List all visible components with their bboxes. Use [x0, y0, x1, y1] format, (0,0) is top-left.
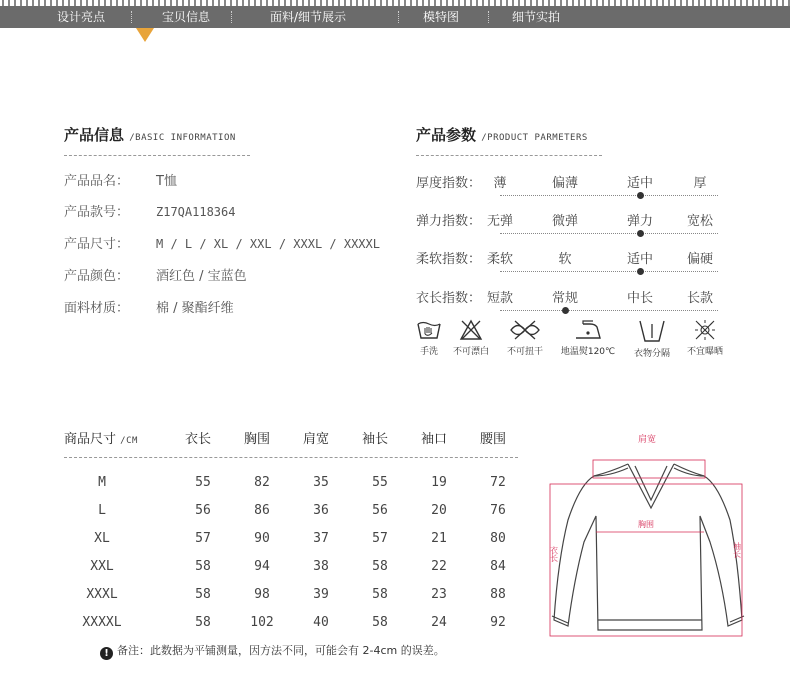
nav-tab-product-info[interactable]: 宝贝信息 — [162, 10, 211, 24]
param-option: 中长 — [626, 291, 653, 306]
hand-wash-icon — [416, 318, 442, 342]
size-cell: 40 — [313, 615, 329, 630]
care-label: 衣物分隔 — [633, 349, 670, 359]
param-label: 柔软指数： — [416, 252, 482, 267]
param-option: 适中 — [626, 176, 653, 191]
no-wring-icon — [508, 318, 542, 342]
divider — [64, 457, 518, 458]
size-cell: 58 — [372, 615, 388, 630]
info-value: 棉 / 聚酯纤维 — [156, 301, 234, 316]
chest-label: 胸围 — [638, 520, 654, 529]
product-info-title: 产品信息 — [64, 126, 125, 144]
product-params-title: 产品参数 — [416, 126, 477, 144]
shoulder-measure-box — [593, 460, 705, 478]
size-cell: 55 — [372, 475, 388, 490]
param-option: 短款 — [486, 291, 513, 306]
size-cell: 56 — [195, 503, 211, 518]
no-bleach-icon — [458, 318, 484, 342]
size-row-label: L — [98, 503, 106, 518]
size-cell: 98 — [254, 587, 270, 602]
info-value: Z17QA118364 — [156, 205, 236, 219]
info-label: 面料材质： — [64, 301, 130, 316]
param-option: 弹力 — [626, 214, 653, 229]
info-label: 产品尺寸： — [64, 237, 130, 252]
size-cell: 58 — [195, 559, 211, 574]
size-cell: 55 — [195, 475, 211, 490]
top-nav-bar — [0, 6, 790, 28]
size-cell: 24 — [431, 615, 447, 630]
size-cell: 92 — [490, 615, 506, 630]
info-row-name — [64, 170, 177, 189]
care-label: 不可扭干 — [506, 347, 543, 357]
size-cell: 20 — [431, 503, 447, 518]
param-option: 微弹 — [551, 214, 578, 229]
size-cell: 58 — [372, 587, 388, 602]
care-label: 地温熨120℃ — [560, 347, 616, 357]
product-info-subtitle: /BASIC INFORMATION — [129, 133, 236, 143]
care-item — [500, 318, 550, 357]
param-option: 厚 — [693, 176, 707, 191]
length-label: 衣长 — [549, 546, 559, 562]
nav-separator — [131, 11, 132, 23]
size-cell: 84 — [490, 559, 506, 574]
size-table-unit: /CM — [120, 436, 138, 446]
param-level-dot — [637, 268, 644, 275]
param-option: 软 — [558, 252, 572, 267]
size-column-header: 腰围 — [480, 432, 507, 447]
nav-tab-model-photos[interactable]: 模特图 — [423, 10, 460, 24]
size-column-header: 袖长 — [362, 432, 389, 447]
info-row-colors — [64, 265, 247, 284]
care-icons-row — [412, 318, 732, 362]
product-info-heading — [64, 124, 236, 145]
size-cell: 57 — [372, 531, 388, 546]
param-option: 偏硬 — [686, 252, 713, 267]
care-item — [446, 318, 496, 357]
tshirt-measurement-diagram — [540, 420, 760, 650]
divider — [64, 155, 250, 156]
info-row-material — [64, 297, 234, 316]
size-cell: 72 — [490, 475, 506, 490]
size-column-header: 衣长 — [185, 432, 212, 447]
param-option: 宽松 — [686, 214, 713, 229]
info-row-sizes — [64, 233, 380, 252]
size-cell: 39 — [313, 587, 329, 602]
care-item — [412, 318, 446, 357]
size-cell: 38 — [313, 559, 329, 574]
param-option: 长款 — [686, 291, 713, 306]
size-cell: 88 — [490, 587, 506, 602]
body-measure-box — [550, 484, 742, 636]
param-option: 偏薄 — [551, 176, 578, 191]
info-row-style-number — [64, 201, 235, 220]
param-label: 衣长指数： — [416, 291, 482, 306]
care-label: 手洗 — [419, 347, 438, 357]
size-cell: 86 — [254, 503, 270, 518]
product-params-heading — [416, 124, 588, 145]
active-tab-marker-icon — [136, 28, 154, 42]
size-cell: 82 — [254, 475, 270, 490]
param-option: 无弹 — [486, 214, 513, 229]
size-cell: 57 — [195, 531, 211, 546]
size-cell: 35 — [313, 475, 329, 490]
size-cell: 56 — [372, 503, 388, 518]
no-sun-icon — [692, 318, 718, 342]
info-value: T恤 — [156, 174, 177, 189]
size-cell: 19 — [431, 475, 447, 490]
param-label: 弹力指数： — [416, 214, 482, 229]
size-cell: 58 — [372, 559, 388, 574]
size-column-header: 胸围 — [244, 432, 271, 447]
param-level-dot — [562, 307, 569, 314]
info-label: 产品颜色： — [64, 269, 130, 284]
size-cell: 90 — [254, 531, 270, 546]
size-cell: 58 — [195, 615, 211, 630]
size-table-title-text: 商品尺寸 — [64, 432, 117, 447]
nav-tab-detail-photos[interactable]: 细节实拍 — [512, 10, 561, 24]
size-cell: 76 — [490, 503, 506, 518]
param-option: 常规 — [551, 291, 578, 306]
separate-wash-icon — [637, 318, 667, 344]
shoulder-label: 肩宽 — [638, 435, 657, 445]
param-scale-track — [500, 233, 718, 234]
size-cell: 37 — [313, 531, 329, 546]
divider — [416, 155, 602, 156]
product-params-subtitle: /PRODUCT PARMETERS — [481, 133, 588, 143]
size-cell: 94 — [254, 559, 270, 574]
nav-separator — [398, 11, 399, 23]
size-row-label: XXL — [90, 559, 114, 574]
measurement-lines — [550, 460, 742, 636]
size-cell: 36 — [313, 503, 329, 518]
size-table-title — [64, 428, 138, 447]
param-option: 薄 — [493, 176, 507, 191]
info-icon: ! — [100, 647, 113, 660]
size-column-header: 肩宽 — [303, 432, 330, 447]
care-item — [626, 318, 678, 359]
info-label: 产品款号： — [64, 205, 130, 220]
size-row-label: XL — [94, 531, 110, 546]
info-value: M / L / XL / XXL / XXXL / XXXXL — [156, 237, 380, 251]
size-cell: 21 — [431, 531, 447, 546]
care-label: 不宜曝晒 — [686, 347, 723, 357]
param-option: 柔软 — [486, 252, 513, 267]
param-label: 厚度指数： — [416, 176, 482, 191]
param-level-dot — [637, 230, 644, 237]
size-cell: 23 — [431, 587, 447, 602]
nav-separator — [231, 11, 232, 23]
param-scale-track — [500, 310, 718, 311]
param-option: 适中 — [626, 252, 653, 267]
size-column-header: 袖口 — [421, 432, 448, 447]
tshirt-outline — [549, 464, 744, 630]
care-item — [556, 318, 620, 357]
param-level-dot — [637, 192, 644, 199]
nav-tab-fabric-details[interactable]: 面料/细节展示 — [270, 10, 347, 24]
nav-tab-design-highlights[interactable]: 设计亮点 — [57, 10, 106, 24]
size-cell: 102 — [250, 615, 274, 630]
care-label: 不可漂白 — [452, 347, 489, 357]
size-cell: 80 — [490, 531, 506, 546]
measurement-note — [100, 642, 445, 660]
param-scale-track — [500, 195, 718, 196]
size-cell: 58 — [195, 587, 211, 602]
info-value: 酒红色 / 宝蓝色 — [156, 269, 247, 284]
param-scale-track — [500, 271, 718, 272]
size-row-label: XXXXL — [82, 615, 122, 630]
nav-separator — [488, 11, 489, 23]
care-item — [680, 318, 730, 357]
size-row-label: M — [98, 475, 106, 490]
low-iron-icon — [573, 318, 603, 342]
note-text: 备注：此数据为平铺测量，因方法不同，可能会有 2-4cm 的误差。 — [117, 644, 445, 657]
size-cell: 22 — [431, 559, 447, 574]
info-label: 产品品名： — [64, 174, 130, 189]
size-row-label: XXXL — [86, 587, 118, 602]
sleeve-label: 袖长 — [732, 542, 742, 558]
